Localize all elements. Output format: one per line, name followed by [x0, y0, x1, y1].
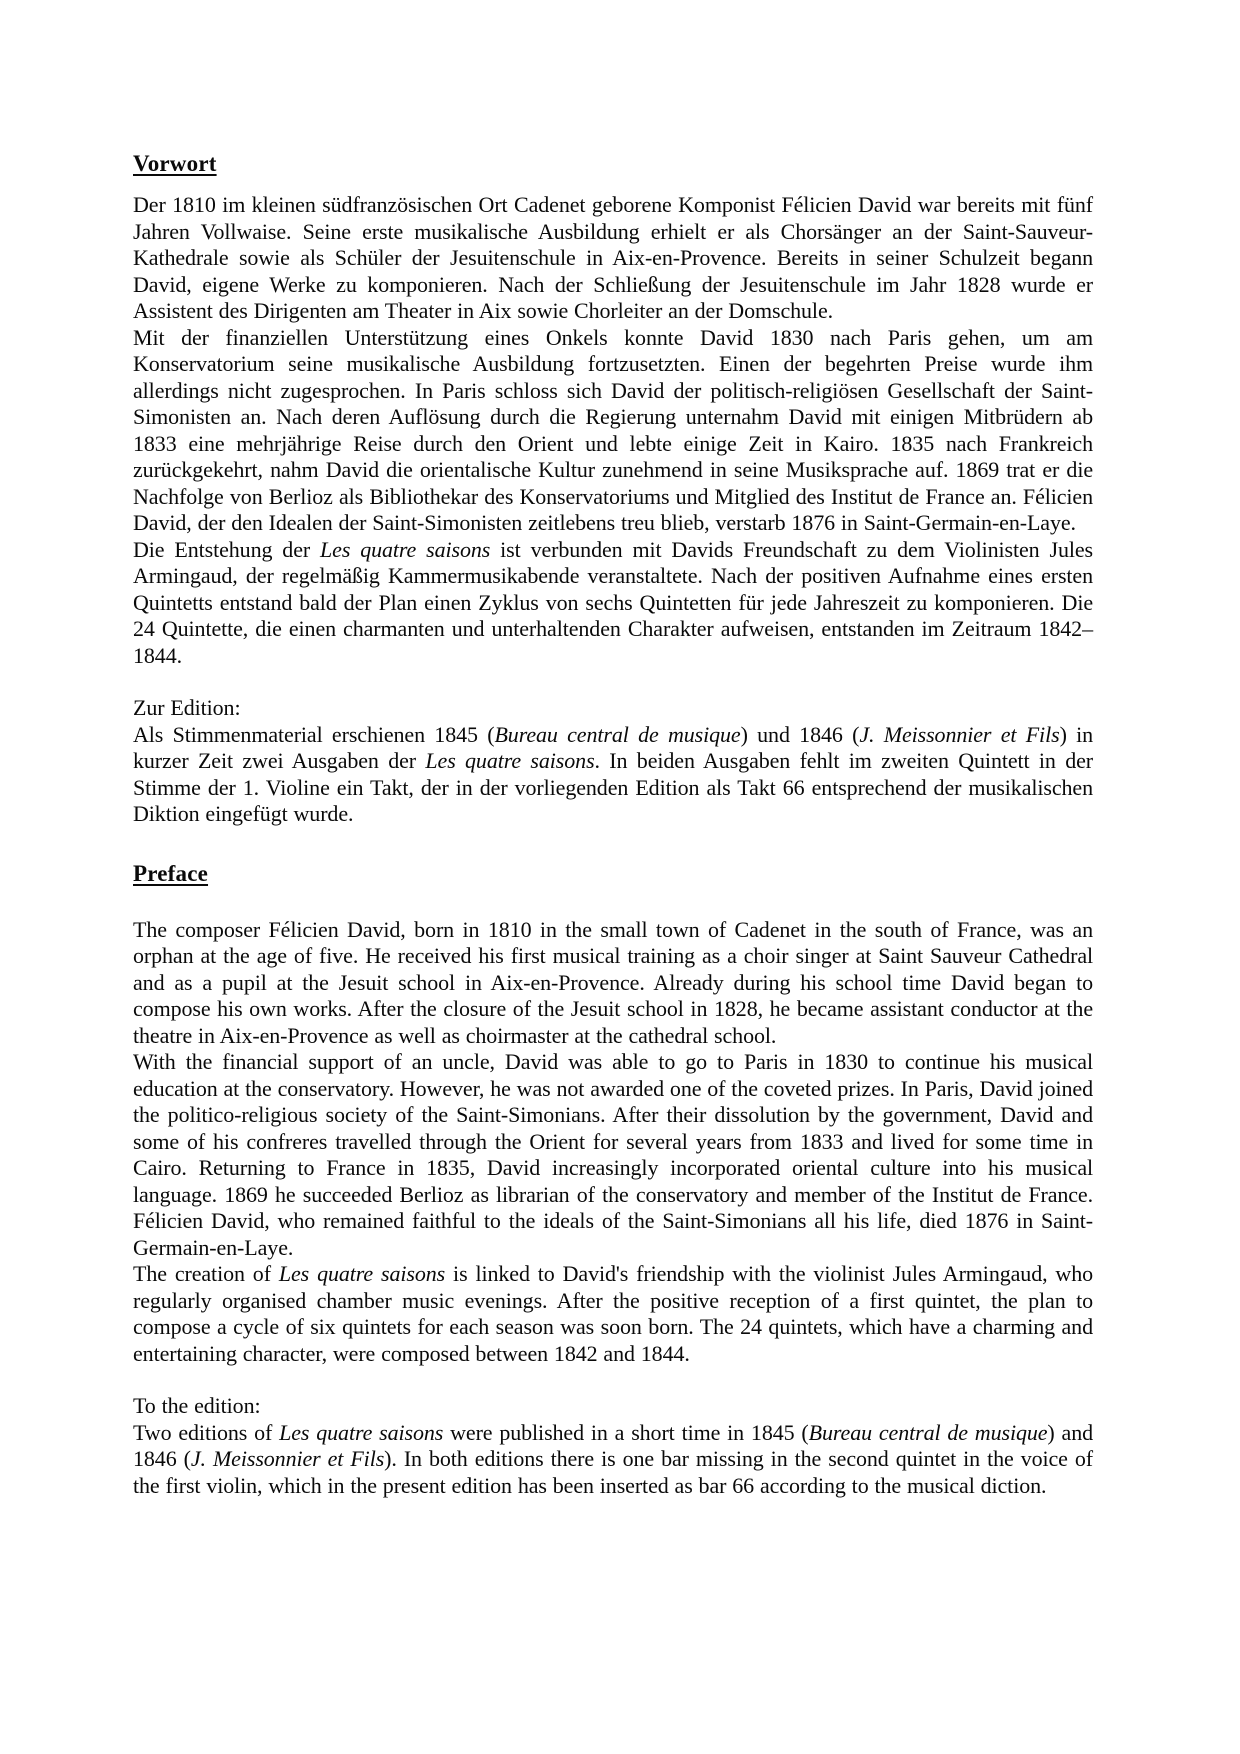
preface-edition-paragraph: Two editions of Les quatre saisons were published in a short time in 1845 (Bureau central de musique) and 1846 (J. Meissonnier et Fils). In both editions there is one bar missing in the second quintet in the voice of the first violin, which in the present edition has been inserted as bar 66 according to the musical diction.: [133, 1419, 1093, 1498]
vorwort-heading: Vorwort: [133, 151, 217, 176]
preface-heading: Preface: [133, 860, 209, 886]
vorwort-paragraph-1: Der 1810 im kleinen südfranzösischen Ort Cadenet geborene Komponist Félicien David war bereits mit fünf Jahren Vollwaise. Seine erste musikalische Ausbildung erhielt er als Chorsänger an der Saint-Sauveur-Kathedrale sowie als Schüler der Jesuitenschule in Aix-en-Provence. Bereits in seiner Schulzeit begann David, eigene Werke zu komponieren. Nach der Schließung der Jesuitenschule im Jahr 1828 wurde er Assistent des Dirigenten am Theater in Aix sowie Chorleiter an der Domschule.: [133, 192, 1093, 323]
section-preface: [133, 860, 1093, 1500]
vorwort-edition-paragraph: Als Stimmenmaterial erschienen 1845 (Bureau central de musique) und 1846 (J. Meissonnier et Fils) in kurzer Zeit zwei Ausgaben der Les quatre saisons. In beiden Ausgaben fehlt im zweiten Quintett in der Stimme der 1. Violine ein Takt, der in der vorliegenden Edition als Takt 66 entsprechend der musikalischen Diktion eingefügt wurde.: [133, 721, 1094, 826]
preface-paragraph-2: With the financial support of an uncle, David was able to go to Paris in 1830 to continue his musical education at the conservatory. However, he was not awarded one of the coveted prizes. In Paris, David joined the politico-religious society of the Saint-Simonians. After their dissolution by the government, David and some of his confreres travelled through the Orient for several years from 1833 and lived for some time in Cairo. Returning to France in 1835, David increasingly incorporated oriental culture into his musical language. 1869 he succeeded Berlioz as librarian of the conservatory and member of the Institut de France. Félicien David, who remained faithful to the ideals of the Saint-Simonians all his life, died 1876 in Saint-Germain-en-Laye.: [133, 1049, 1093, 1260]
vorwort-paragraph-2: Mit der finanziellen Unterstützung eines Onkels konnte David 1830 nach Paris gehen, um am Konservatorium seine musikalische Ausbildung fortzusetzten. Einen der begehrten Preise wurde ihm allerdings nicht zugesprochen. In Paris schloss sich David der politisch-religiösen Gesellschaft der Saint-Simonisten an. Nach deren Auflösung durch die Regierung unternahm David mit einigen Mitbrüdern ab 1833 eine mehrjährige Reise durch den Orient und lebte einige Zeit in Kairo. 1835 nach Frankreich zurückgekehrt, nahm David die orientalische Kultur zunehmend in seine Musiksprache auf. 1869 trat er die Nachfolge von Berlioz als Bibliothekar des Konservatoriums und Mitglied des Institut de France an. Félicien David, der den Idealen der Saint-Simonisten zeitlebens treu blieb, verstarb 1876 in Saint-Germain-en-Laye.: [133, 324, 1093, 535]
vorwort-edition-label: Zur Edition:: [133, 695, 241, 720]
preface-paragraph-1: The composer Félicien David, born in 1810 in the small town of Cadenet in the south of France, was an orphan at the age of five. He received his first musical training as a choir singer at Saint Sauveur Cathedral and as a pupil at the Jesuit school in Aix-en-Provence. Already during his school time David began to compose his own works. After the closure of the Jesuit school in 1828, he became assistant conductor at the theatre in Aix-en-Provence as well as choirmaster at the cathedral school.: [133, 916, 1093, 1048]
preface-edition-label: To the edition:: [133, 1393, 261, 1418]
preface-paragraph-3: The creation of Les quatre saisons is linked to David's friendship with the violinist Jules Armingaud, who regularly organised chamber music evenings. After the positive reception of a first quintet, the plan to compose a cycle of six quintets for each season was soon born. The 24 quintets, which have a charming and entertaining character, were composed between 1842 and 1844.: [133, 1261, 1094, 1366]
section-vorwort: [133, 150, 1093, 828]
vorwort-paragraph-3: Die Entstehung der Les quatre saisons ist verbunden mit Davids Freundschaft zu dem Violinisten Jules Armingaud, der regelmäßig Kammermusikabende veranstaltete. Nach der positiven Aufnahme eines ersten Quintetts entstand bald der Plan einen Zyklus von sechs Quintetten für jede Jahreszeit zu komponieren. Die 24 Quintette, die einen charmanten und unterhaltenden Charakter aufweisen, entstanden im Zeitraum 1842–1844.: [133, 536, 1093, 668]
